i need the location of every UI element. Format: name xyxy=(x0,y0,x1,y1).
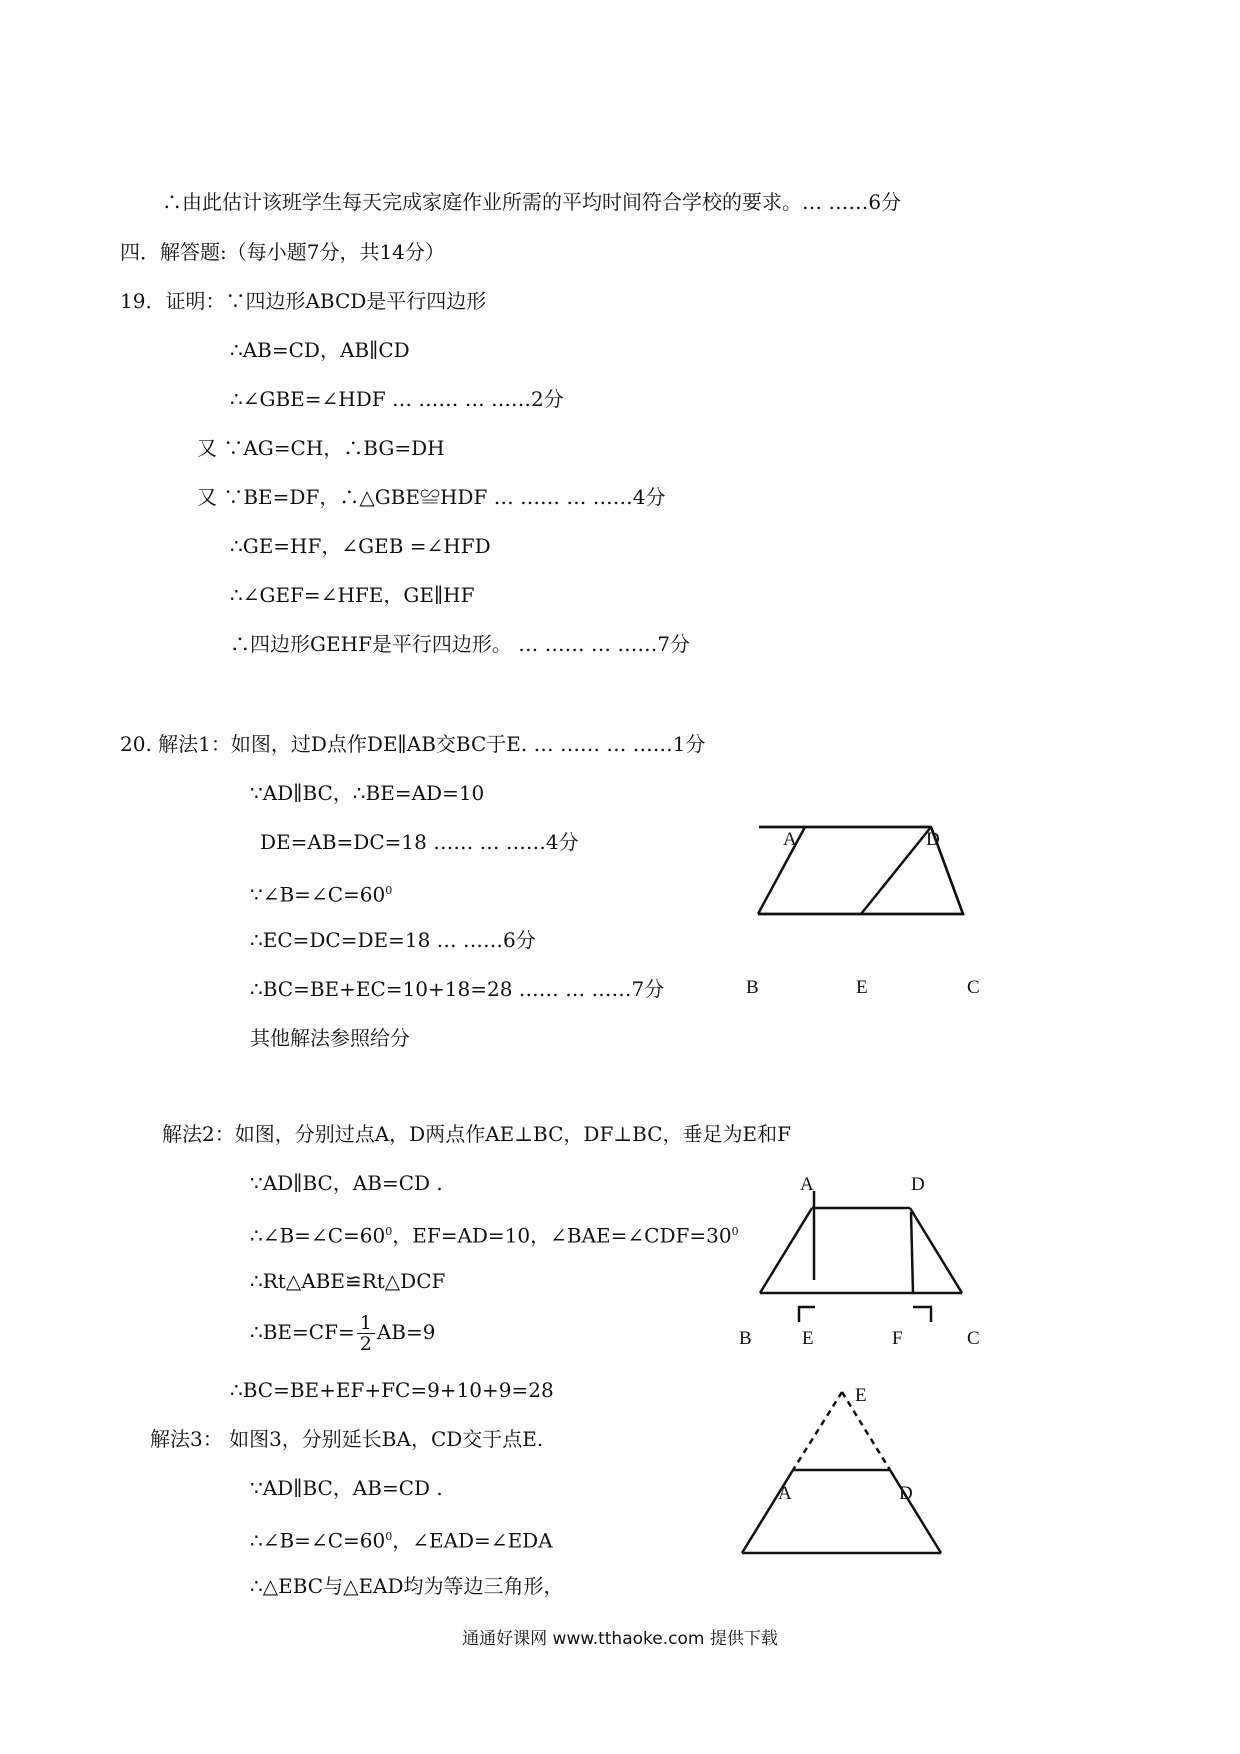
fig2-label-b: B xyxy=(739,1328,752,1349)
solution-note: 其他解法参照给分 xyxy=(250,1026,410,1050)
proof-line: 又 ∵AG=CH，∴BG=DH xyxy=(197,436,445,460)
fig1-label-c: C xyxy=(967,977,980,998)
solution-line: ∴△EBC与△EAD均为等边三角形， xyxy=(250,1574,564,1598)
method-2-heading: 解法2：如图，分别过点A，D两点作AE⊥BC，DF⊥BC，垂足为E和F xyxy=(162,1122,791,1146)
solution-line: ∵AD∥BC，∴BE=AD=10 xyxy=(250,781,485,805)
solution-line: ∴BC=BE+EC=10+18=28 …… … ……7分 xyxy=(250,977,665,1001)
fig1-label-b: B xyxy=(746,977,759,998)
solution-line-fraction: ∴BE=CF= $\frac{1}{2}$ AB=9 xyxy=(250,1312,436,1355)
fig2-label-a: A xyxy=(800,1174,814,1195)
proof-line: ∴GE=HF，∠GEB =∠HFD xyxy=(230,534,491,558)
conclusion-line: ∴由此估计该班学生每天完成家庭作业所需的平均时间符合学校的要求。… ……6分 xyxy=(162,190,902,214)
fig1-label-d: D xyxy=(926,829,940,850)
fraction-one-half: $\frac{1}{2}$ xyxy=(357,1313,375,1354)
proof-line: ∴∠GEF=∠HFE，GE∥HF xyxy=(230,583,475,607)
solution-line: ∵AD∥BC，AB=CD . xyxy=(250,1476,443,1500)
solution-line: ∵AD∥BC，AB=CD . xyxy=(250,1171,443,1195)
proof-line: ∴四边形GEHF是平行四边形。 … …… … ……7分 xyxy=(230,632,691,656)
fig2-label-f: F xyxy=(892,1328,903,1349)
proof-line: ∴∠GBE=∠HDF … …… … ……2分 xyxy=(230,387,564,411)
solution-line: $\therefore\angle B=\angle C=60^0$，EF=AD=10，$\angle BAE=\angle CDF=30^0$ xyxy=(250,1223,739,1248)
fig2-label-c: C xyxy=(967,1328,980,1349)
proof-line: 又 ∵BE=DF，∴△GBE≌HDF … …… … ……4分 xyxy=(197,485,666,509)
solution-line: $\because\angle B=\angle C=60^0$ xyxy=(250,882,393,907)
solution-line: $\therefore\angle B=\angle C=60^0$，∠EAD=∠EDA xyxy=(250,1528,553,1553)
problem-19-start: 19．证明：∵四边形ABCD是平行四边形 xyxy=(120,289,487,313)
fig1-label-e: E xyxy=(856,977,868,998)
fig3-label-e: E xyxy=(855,1385,867,1406)
page-footer: 通通好课网 www.tthaoke.com 提供下载 xyxy=(462,1629,778,1649)
section-heading: 四．解答题:（每小题7分，共14分） xyxy=(120,240,445,264)
fig3-label-d: D xyxy=(899,1483,913,1504)
fig2-label-e: E xyxy=(802,1328,814,1349)
solution-line: ∴EC=DC=DE=18 … ……6分 xyxy=(250,928,536,952)
solution-line: ∴BC=BE+EF+FC=9+10+9=28 xyxy=(230,1378,554,1402)
solution-line: ∴Rt△ABE≌Rt△DCF xyxy=(250,1269,446,1293)
proof-line: ∴AB=CD，AB∥CD xyxy=(230,338,410,362)
method-3-heading: 解法3： 如图3，分别延长BA，CD交于点E. xyxy=(150,1427,544,1451)
problem-20-method-1: 20. 解法1：如图，过D点作DE∥AB交BC于E. … …… … ……1分 xyxy=(120,732,706,756)
fig2-label-d: D xyxy=(911,1174,925,1195)
solution-line: DE=AB=DC=18 …… … ……4分 xyxy=(260,830,579,854)
fig1-label-a: A xyxy=(783,829,797,850)
fig3-label-a: A xyxy=(778,1483,792,1504)
